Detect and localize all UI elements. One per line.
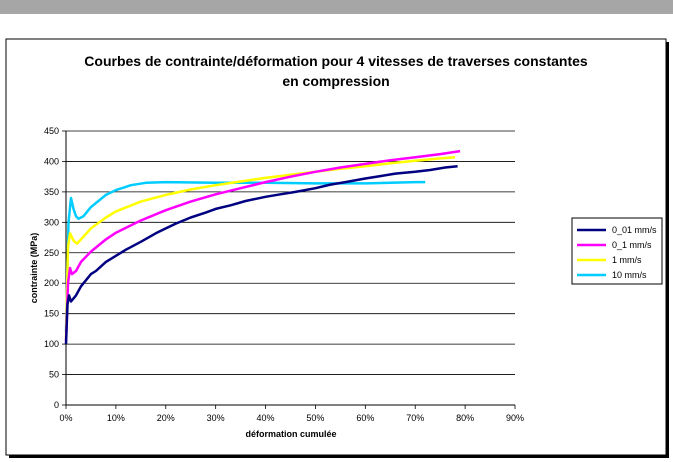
y-axis-label: contrainte (MPa) <box>29 232 39 304</box>
chart-area <box>6 39 666 455</box>
chart-title-line-1: Courbes de contrainte/déformation pour 4 vitesses de traverses constantes <box>84 53 588 69</box>
x-tick-label: 50% <box>306 413 325 423</box>
y-tick-label: 150 <box>43 308 59 319</box>
legend-label: 1 mm/s <box>612 255 642 265</box>
legend-label: 0_01 mm/s <box>612 225 657 235</box>
y-tick-label: 50 <box>48 369 59 380</box>
y-tick-label: 250 <box>43 247 59 258</box>
y-tick-label: 200 <box>43 278 59 289</box>
x-tick-label: 80% <box>456 413 475 423</box>
y-tick-label: 300 <box>43 217 59 228</box>
x-axis-label: déformation cumulée <box>245 429 337 439</box>
legend <box>572 218 662 284</box>
x-tick-label: 0% <box>59 413 73 423</box>
x-tick-label: 40% <box>256 413 275 423</box>
x-tick-label: 60% <box>356 413 375 423</box>
legend-label: 10 mm/s <box>612 270 647 280</box>
x-tick-label: 30% <box>206 413 225 423</box>
x-tick-label: 70% <box>406 413 425 423</box>
legend-label: 0_1 mm/s <box>612 240 652 250</box>
chart-title-line-2: en compression <box>282 73 390 89</box>
x-tick-label: 90% <box>505 413 525 423</box>
y-tick-label: 0 <box>53 400 59 410</box>
y-tick-label: 100 <box>43 339 59 350</box>
y-tick-label: 450 <box>43 126 59 136</box>
y-tick-label: 350 <box>43 186 59 197</box>
x-tick-label: 10% <box>106 413 125 423</box>
x-tick-label: 20% <box>156 413 175 423</box>
y-tick-label: 400 <box>43 156 59 167</box>
